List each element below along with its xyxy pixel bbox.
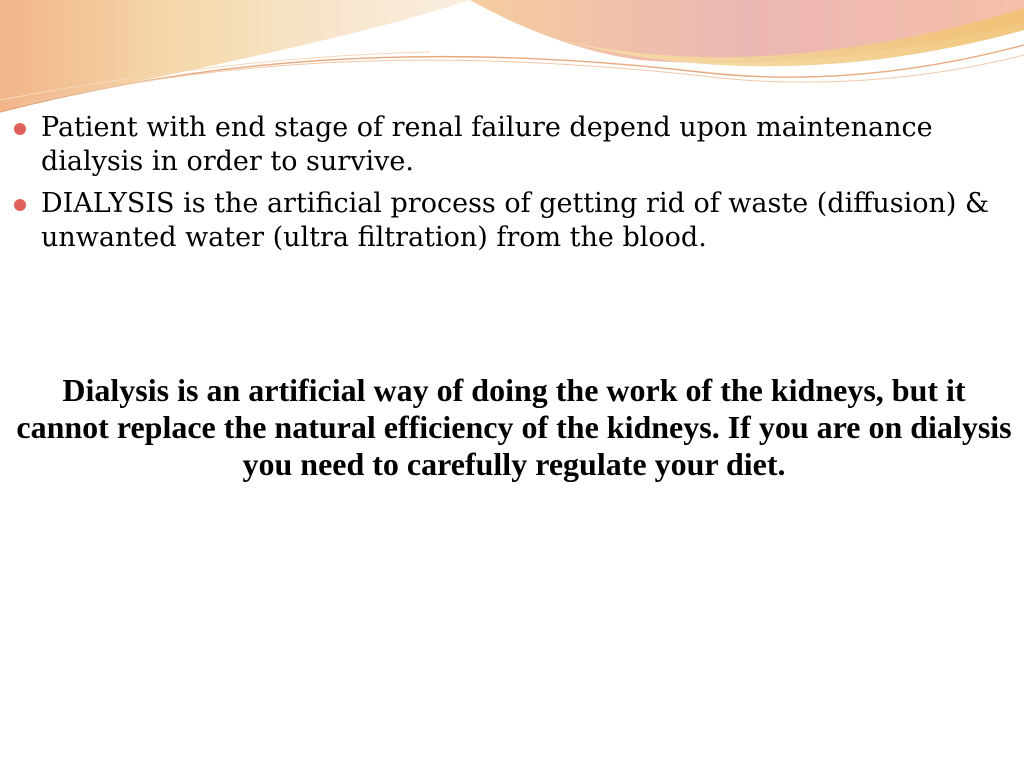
bullet-dot-icon [14,123,26,135]
bullet-list [12,111,1012,263]
bullet-text: Patient with end stage of renal failure depend upon maintenance dialysis in order to survive. [41,112,933,177]
callout-text: Dialysis is an artificial way of doing the work of the kidneys, but it cannot replace the natural efficiency of the kidneys. If you are on dialysis you need to carefully regulate your diet. [16,372,1012,482]
bullet-item [12,111,1012,179]
bullet-text: DIALYSIS is the artificial process of getting rid of waste (diffusion) & unwanted water (ultra filtration) from the blood. [41,188,990,253]
bullet-item [12,187,1012,255]
bullet-dot-icon [14,199,26,211]
